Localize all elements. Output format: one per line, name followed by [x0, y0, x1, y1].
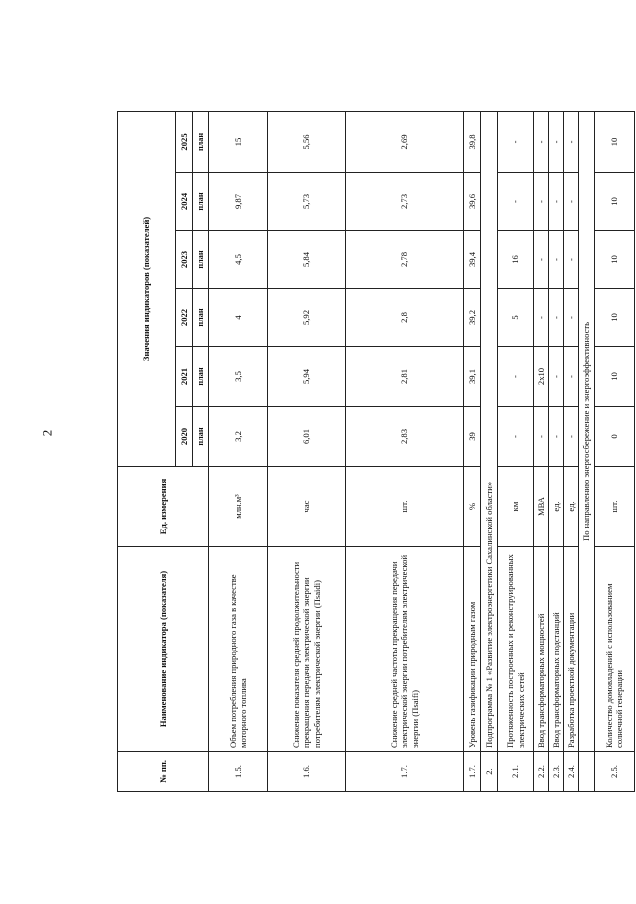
row-name: Протяженность построенных и реконструированных электрических сетей — [498, 547, 534, 752]
row-value: 15 — [209, 111, 268, 172]
row-num: 1.5. — [209, 752, 268, 792]
row-value: 5,94 — [268, 347, 346, 407]
row-value: - — [549, 289, 564, 347]
section-empty-cell — [579, 752, 594, 792]
table-row — [549, 111, 564, 791]
table-row — [564, 111, 579, 791]
row-value: 10 — [594, 347, 634, 407]
row-name: Ввод трансформаторных мощностей — [534, 547, 549, 752]
table-row — [209, 111, 268, 791]
row-value: - — [534, 173, 549, 231]
header-plan: план — [193, 289, 209, 347]
row-num: 1.7. — [346, 752, 464, 792]
indicator-table — [117, 111, 635, 792]
row-value: 6,01 — [268, 407, 346, 467]
header-unit: Ед. измерения — [118, 467, 209, 547]
row-value: - — [549, 111, 564, 172]
row-value: - — [534, 289, 549, 347]
header-year: 2024 — [176, 173, 193, 231]
row-value: 2,78 — [346, 231, 464, 289]
row-value: 5,56 — [268, 111, 346, 172]
header-year: 2022 — [176, 289, 193, 347]
row-value: 2,81 — [346, 347, 464, 407]
table-row — [534, 111, 549, 791]
row-value: - — [564, 231, 579, 289]
row-value: 5,73 — [268, 173, 346, 231]
row-value: - — [564, 407, 579, 467]
row-unit: час — [268, 467, 346, 547]
header-values-group: Значения индикаторов (показателей) — [118, 111, 176, 466]
row-value: - — [534, 407, 549, 467]
row-value: 16 — [498, 231, 534, 289]
row-name: Количество домовладений с использованием солнечной генерации — [594, 547, 634, 752]
table-row — [464, 111, 481, 791]
row-value: 4 — [209, 289, 268, 347]
subprogram-num: 2. — [481, 752, 498, 792]
row-num: 1.6. — [268, 752, 346, 792]
row-value: 2,8 — [346, 289, 464, 347]
table-row — [498, 111, 534, 791]
section-title: По направлению энергосбережение и энергоэффективность — [579, 111, 594, 751]
row-value: 10 — [594, 111, 634, 172]
row-name: Уровень газификации природным газом — [464, 547, 481, 752]
row-value: - — [564, 347, 579, 407]
header-year: 2020 — [176, 407, 193, 467]
row-unit: % — [464, 467, 481, 547]
row-unit: шт. — [346, 467, 464, 547]
row-value: - — [534, 111, 549, 172]
row-value: 5 — [498, 289, 534, 347]
subprogram-row — [481, 111, 498, 791]
header-plan: план — [193, 111, 209, 172]
row-name: Снижение показателя средней продолжительности прекращения передачи электрической энергии потребителям электрической энергии (Пsaidi) — [268, 547, 346, 752]
row-value: 39 — [464, 407, 481, 467]
header-plan: план — [193, 231, 209, 289]
row-name: Разработка проектной документации — [564, 547, 579, 752]
header-name: Наименование индикатора (показателя) — [118, 547, 209, 752]
row-value: - — [564, 111, 579, 172]
row-value: 10 — [594, 173, 634, 231]
row-value: 5,92 — [268, 289, 346, 347]
header-plan: план — [193, 347, 209, 407]
header-plan: план — [193, 173, 209, 231]
section-row — [579, 111, 594, 791]
row-value: - — [534, 231, 549, 289]
row-value: 39,2 — [464, 289, 481, 347]
row-unit: ед. — [549, 467, 564, 547]
row-value: - — [498, 347, 534, 407]
header-plan: план — [193, 407, 209, 467]
row-value: 2х10 — [534, 347, 549, 407]
table-row — [346, 111, 464, 791]
row-value: 39,6 — [464, 173, 481, 231]
row-value: 39,1 — [464, 347, 481, 407]
row-value: - — [549, 407, 564, 467]
row-value: - — [549, 231, 564, 289]
row-value: 5,84 — [268, 231, 346, 289]
row-value: - — [564, 173, 579, 231]
row-value: - — [498, 173, 534, 231]
row-unit: млн.м³ — [209, 467, 268, 547]
row-name: Ввод трансформаторных подстанций — [549, 547, 564, 752]
row-value: 2,83 — [346, 407, 464, 467]
row-num: 2.4. — [564, 752, 579, 792]
row-num: 2.3. — [549, 752, 564, 792]
page-number: 2 — [39, 429, 55, 437]
table-row — [594, 111, 634, 791]
row-name: Объем потребления природного газа в качестве моторного топлива — [209, 547, 268, 752]
row-num: 2.2. — [534, 752, 549, 792]
header-year: 2025 — [176, 111, 193, 172]
row-value: 2,73 — [346, 173, 464, 231]
row-num: 2.1. — [498, 752, 534, 792]
row-unit: МВА — [534, 467, 549, 547]
row-value: 2,69 — [346, 111, 464, 172]
row-value: 39,4 — [464, 231, 481, 289]
header-year: 2021 — [176, 347, 193, 407]
header-year: 2023 — [176, 231, 193, 289]
row-value: 3,2 — [209, 407, 268, 467]
row-name: Снижение средней частоты прекращения передачи электрической энергии потребителям электрической энергии (Пsaifi) — [346, 547, 464, 752]
row-value: - — [549, 347, 564, 407]
row-value: 9,87 — [209, 173, 268, 231]
indicator-table-container — [117, 112, 625, 792]
row-unit: км — [498, 467, 534, 547]
row-unit: шт. — [594, 467, 634, 547]
row-value: 3,5 — [209, 347, 268, 407]
row-unit: ед. — [564, 467, 579, 547]
row-value: 39,8 — [464, 111, 481, 172]
table-row — [268, 111, 346, 791]
row-value: - — [498, 407, 534, 467]
row-value: 10 — [594, 289, 634, 347]
row-num: 1.7. — [464, 752, 481, 792]
header-num: № пп. — [118, 752, 209, 792]
row-value: 10 — [594, 231, 634, 289]
subprogram-title: Подпрограмма № 1 «Развитие электроэнергетики Сахалинской области» — [481, 111, 498, 751]
row-value: - — [549, 173, 564, 231]
row-value: - — [498, 111, 534, 172]
row-value: 0 — [594, 407, 634, 467]
row-value: - — [564, 289, 579, 347]
row-num: 2.5. — [594, 752, 634, 792]
row-value: 4,5 — [209, 231, 268, 289]
